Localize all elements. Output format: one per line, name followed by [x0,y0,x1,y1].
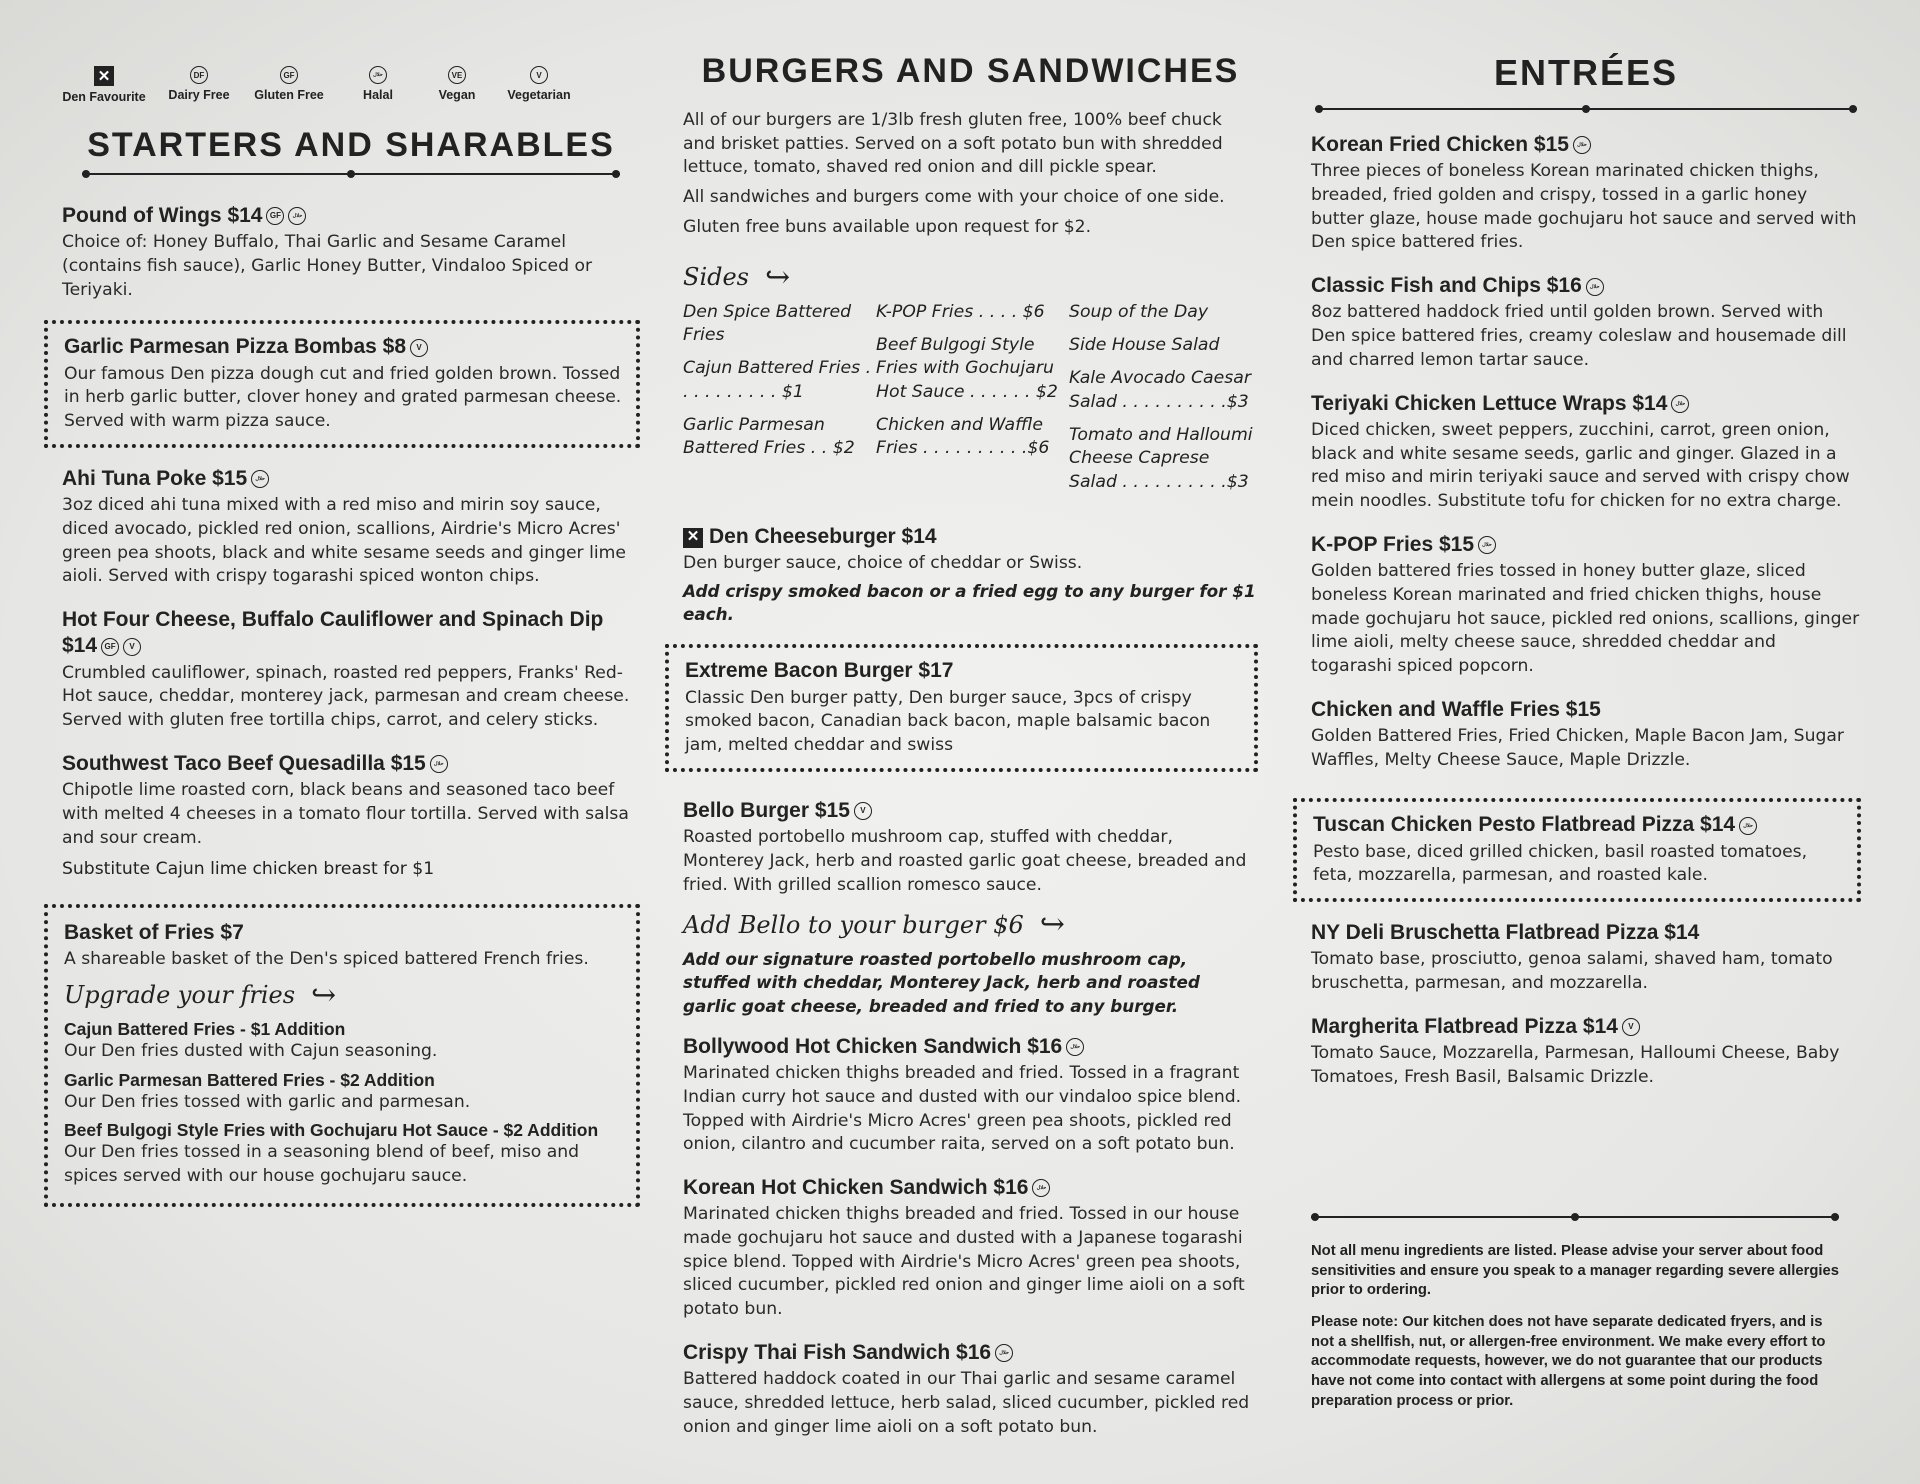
menu-item [683,1034,1258,1157]
item-title: Bello Burger $15 [683,798,850,822]
gluten-free-icon: GF [266,207,284,225]
item-title: Tuscan Chicken Pesto Flatbread Pizza $14 [1313,813,1736,837]
upgrade-title: Beef Bulgogi Style Fries with Gochujaru Hot Sauce - $2 Addition [64,1120,599,1141]
menu-item [1311,1014,1861,1090]
den-favourite-icon: ✕ [683,528,703,548]
item-description: 3oz diced ahi tuna mixed with a red miso and mirin soy sauce, diced avocado, pickled red onion, scallions, Airdrie's Micro Acres' green pea shoots, black and white sesame seeds and ginger lime aioli. Served with crispy togarashi spiced wonton chips. [62,495,626,587]
menu-item [62,751,640,882]
item-title: Basket of Fries $7 [64,920,244,944]
menu-item [1311,697,1861,773]
menu-item [683,1175,1258,1322]
divider [82,173,620,175]
side-item: Beef Bulgogi Style Fries with Gochujaru Hot Sauce . . . . . . $2 [876,335,1058,402]
upgrade-description: Our Den fries dusted with Cajun seasoning. [64,1040,438,1061]
swirl-arrow-icon: ↪ [311,977,337,1013]
legend-gluten-free: GF Gluten Free [252,66,326,104]
halal-icon: حلال [251,470,269,488]
item-description: Crumbled cauliflower, spinach, roasted red peppers, Franks' Red-Hot sauce, cheddar, monterey jack, parmesan and cream cheese. Served with gluten free tortilla chips, carrot, and celery sticks. [62,662,630,731]
vegetarian-icon: V [410,339,428,357]
halal-icon: حلال [430,755,448,773]
item-description: Three pieces of boneless Korean marinated chicken thighs, breaded, fried golden and crispy, tossed in a garlic honey butter glaze, house made gochujaru hot sauce and served with Den spice battered fries. [1311,161,1857,253]
side-item: Garlic Parmesan Battered Fries . . $2 [683,415,855,459]
legend-dairy-free: DF Dairy Free [166,66,232,104]
item-title: Pound of Wings $14 [62,204,263,227]
item-description: Den burger sauce, choice of cheddar or Swiss. [683,553,1083,574]
menu-item [1311,532,1861,679]
menu-item-featured [44,320,640,447]
burgers-column [683,0,1258,1457]
side-item: Den Spice Battered Fries [683,301,852,346]
entrees-column [1311,0,1861,1409]
item-title: Korean Hot Chicken Sandwich $16 [683,1176,1029,1200]
divider [1311,1216,1839,1218]
item-title: Chicken and Waffle Fries $15 [1311,697,1601,721]
halal-icon: حلال [1586,278,1604,296]
item-description: Golden Battered Fries, Fried Chicken, Maple Bacon Jam, Sugar Waffles, Melty Cheese Sauce, Maple Drizzle. [1311,726,1844,770]
item-description: Tomato base, prosciutto, genoa salami, shaved ham, tomato bruschetta, parmesan, and mozzarella. [1311,949,1833,994]
legend-vegetarian: V Vegetarian [504,66,574,104]
menu-item [683,524,1258,626]
item-description: Marinated chicken thighs breaded and fried. Tossed in our house made gochujaru hot sauce and dusted with a Japanese togarashi spice blend. Topped with Airdrie's Micro Acres' green pea shoots, sliced cucumber, pickled red onion and ginger lime aioli on a soft potato bun. [683,1204,1245,1320]
item-title: Den Cheeseburger $14 [709,525,937,549]
halal-icon: حلال [1478,536,1496,554]
item-description: Chipotle lime roasted corn, black beans and seasoned taco beef with melted 4 cheeses in a tomato flour tortilla. Served with salsa and sour cream. [62,780,629,848]
legend-vegan: VE Vegan [430,66,484,104]
menu-item-featured [665,644,1258,771]
item-description: Choice of: Honey Buffalo, Thai Garlic and Sesame Caramel (contains fish sauce), Garlic Honey Butter, Vindaloo Spiced or Teriyaki. [62,232,593,300]
item-title: Ahi Tuna Poke $15 [62,466,248,490]
item-description: Golden battered fries tossed in honey butter glaze, sliced boneless Korean marinated and fried chicken thighs, house made gochujaru hot sauce, pickled red onions, scallions, ginger lime aioli, melty cheese sauce, shredded cheddar and togarashi spiced popcorn. [1311,561,1860,677]
menu-item [1311,920,1861,996]
vegan-icon: VE [448,66,466,84]
halal-icon: حلال [1032,1179,1050,1197]
starters-column [62,0,640,1207]
vegetarian-icon: V [123,638,141,656]
item-description: Roasted portobello mushroom cap, stuffed with cheddar, Monterey Jack, herb and roasted garlic goat cheese, breaded and fried. With grilled scallion romesco sauce. [683,827,1247,895]
side-item: Chicken and Waffle Fries . . . . . . . . . .$6 [876,415,1050,459]
item-title: Hot Four Cheese, Buffalo Cauliflower and Spinach Dip $14 [62,608,604,658]
disclaimer [1311,1242,1839,1423]
side-item: Tomato and Halloumi Cheese Caprese Salad . . . . . . . . . .$3 [1069,425,1253,492]
side-item: Side House Salad [1069,335,1220,356]
sides-heading: Sides ↪ [683,259,791,295]
gluten-free-icon: GF [280,66,298,84]
vegetarian-icon: V [530,66,548,84]
halal-icon: حلال [1066,1038,1084,1056]
menu-item-featured [1293,798,1861,902]
upgrade-description: Our Den fries tossed with garlic and parmesan. [64,1091,471,1112]
menu-item [62,466,640,589]
item-title: Garlic Parmesan Pizza Bombas $8 [64,335,406,359]
item-description: Battered haddock coated in our Thai garlic and sesame caramel sauce, shredded lettuce, herb salad, sliced cucumber, pickled red onion and ginger lime aioli on a soft potato bun. [683,1369,1250,1437]
swirl-arrow-icon: ↪ [765,259,791,295]
item-title: Southwest Taco Beef Quesadilla $15 [62,751,426,775]
add-bello-description: Add our signature roasted portobello mushroom cap, stuffed with cheddar, Monterey Jack, herb and roasted garlic goat cheese, breaded and fried to any burger. [683,949,1200,1016]
item-title: Bollywood Hot Chicken Sandwich $16 [683,1034,1063,1058]
item-title: K-POP Fries $15 [1311,532,1475,556]
upgrade-description: Our Den fries tossed in a seasoning blend of beef, miso and spices served with our house gochujaru sauce. [64,1142,580,1187]
menu-item [1311,391,1861,514]
upgrade-title: Garlic Parmesan Battered Fries - $2 Addition [64,1069,435,1090]
allergy-disclaimer: Not all menu ingredients are listed. Please advise your server about food sensitivities and ensure you speak to a manager regarding severe allergies prior to ordering. [1311,1243,1839,1299]
menu-item [1311,273,1861,372]
item-title: NY Deli Bruschetta Flatbread Pizza $14 [1311,921,1700,945]
divider [1315,108,1857,110]
item-description: A shareable basket of the Den's spiced battered French fries. [64,949,589,970]
burgers-intro: All of our burgers are 1/3lb fresh gluten free, 100% beef chuck and brisket patties. Served on a soft potato bun with shredded lettuce, tomato, shaved red onion and dill pickle spear. [683,110,1223,178]
item-title: Classic Fish and Chips $16 [1311,274,1582,298]
dairy-free-icon: DF [190,66,208,84]
item-description: Tomato Sauce, Mozzarella, Parmesan, Halloumi Cheese, Baby Tomatoes, Fresh Basil, Balsamic Drizzle. [1311,1043,1840,1087]
vegetarian-icon: V [1622,1018,1640,1036]
item-description: Marinated chicken thighs breaded and fried. Tossed in a fragrant Indian curry hot sauce and dusted with our vindaloo spice blend. Topped with Airdrie's Micro Acres' green pea shoots, pickled red onion, cilantro and cucumber raita, served on a soft potato bun. [683,1063,1242,1155]
menu-item [683,798,1258,897]
side-item: Soup of the Day [1069,301,1209,322]
fryer-disclaimer: Please note: Our kitchen does not have separate dedicated fryers, and is not a shellfish, nut, or allergen-free environment. We make every effort to accommodate requests, however, we do not guarantee that our products have not come into contact with allergens at some point during the food preparation process or prior. [1311,1314,1826,1409]
menu-item [1311,132,1861,255]
halal-icon: حلال [995,1344,1013,1362]
menu-item [62,203,640,302]
side-item: Cajun Battered Fries . . . . . . . . . . $1 [683,358,872,402]
burgers-heading: BURGERS AND SANDWICHES [701,52,1240,90]
item-description: 8oz battered haddock fried until golden brown. Served with Den spice battered fries, creamy coleslaw and housemade dill and charred lemon tartar sauce. [1311,302,1847,370]
item-title: Korean Fried Chicken $15 [1311,133,1569,156]
item-title: Margherita Flatbread Pizza $14 [1311,1014,1618,1038]
fries-box [44,904,640,1207]
item-description: Our famous Den pizza dough cut and fried golden brown. Tossed in herb garlic butter, clover honey and grated parmesan cheese. Served with warm pizza sauce. [64,363,622,432]
burgers-intro: All sandwiches and burgers come with your choice of one side. [683,187,1225,208]
upgrade-title: Cajun Battered Fries - $1 Addition [64,1018,346,1039]
item-title: Crispy Thai Fish Sandwich $16 [683,1340,992,1364]
menu-item [62,607,640,733]
side-item: Kale Avocado Caesar Salad . . . . . . . . . .$3 [1069,368,1251,412]
item-title: Extreme Bacon Burger $17 [685,659,954,683]
den-favourite-icon: ✕ [94,66,114,86]
burgers-intro: Gluten free buns available upon request for $2. [683,216,1092,237]
starters-heading: STARTERS AND SHARABLES [87,126,615,164]
item-description: Pesto base, diced grilled chicken, basil roasted tomatoes, feta, mozzarella, parmesan, and roasted kale. [1313,841,1808,886]
gluten-free-icon: GF [101,638,119,656]
upgrade-fries-heading: Upgrade your fries ↪ [64,977,337,1013]
halal-icon: حلال [1573,136,1591,154]
item-title: Teriyaki Chicken Lettuce Wraps $14 [1311,391,1668,415]
menu-item [683,1340,1258,1439]
item-description: Classic Den burger patty, Den burger sauce, 3pcs of crispy smoked bacon, Canadian back bacon, maple balsamic bacon jam, melted cheddar and swiss [685,687,1211,756]
vegetarian-icon: V [854,802,872,820]
item-addon: Add crispy smoked bacon or a fried egg to any burger for $1 each. [683,581,1256,625]
item-note: Substitute Cajun lime chicken breast for $1 [62,859,435,880]
item-description: Diced chicken, sweet peppers, zucchini, carrot, green onion, black and white sesame seeds, garlic and ginger. Glazed in a red miso and mirin teriyaki sauce and served with crispy chow mein noodles. Substitute tofu for chicken for no extra charge. [1311,419,1850,512]
side-item: K-POP Fries . . . . $6 [876,301,1045,322]
swirl-arrow-icon: ↪ [1039,907,1065,943]
sides-list [683,301,1258,514]
halal-icon: حلال [1739,817,1757,835]
halal-icon: حلال [369,66,387,84]
halal-icon: حلال [1671,395,1689,413]
legend-halal: حلال Halal [346,66,410,104]
legend-den-favourite: ✕ Den Favourite [62,68,146,104]
entrees-heading: ENTRÉES [1493,52,1679,93]
add-bello-heading: Add Bello to your burger $6 ↪ [683,907,1065,943]
halal-icon: حلال [288,207,306,225]
